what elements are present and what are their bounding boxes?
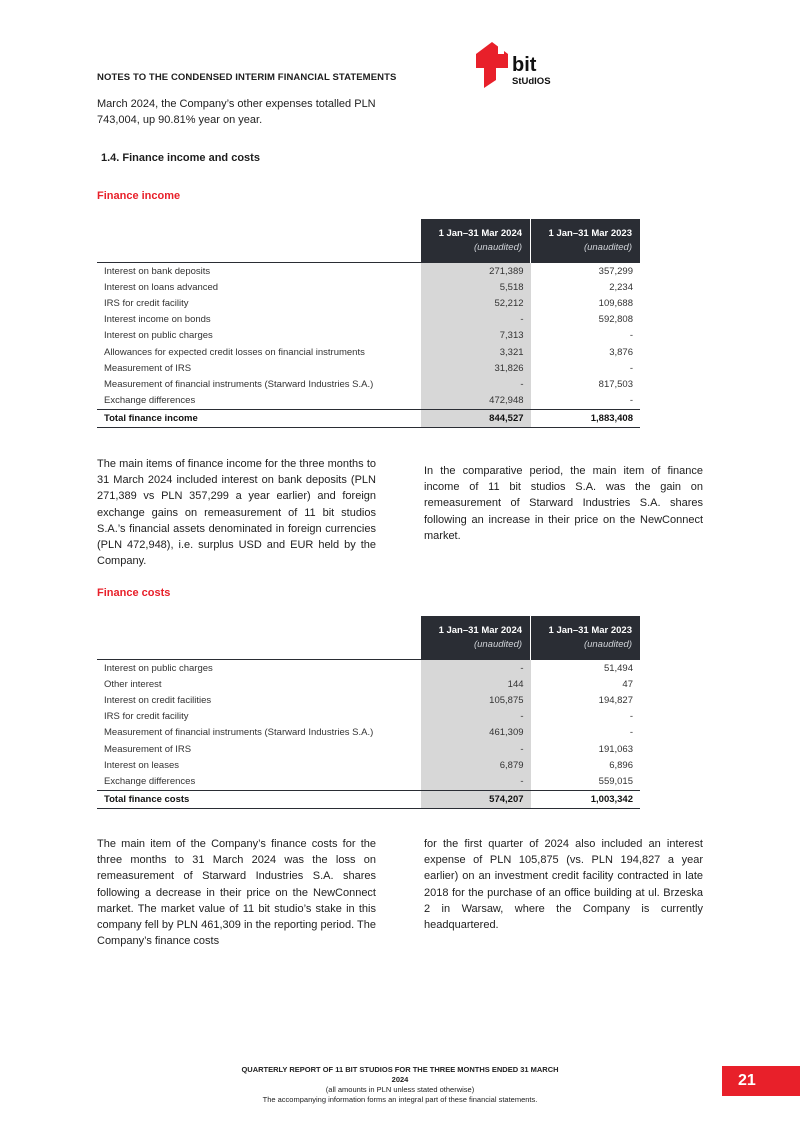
- footer-line-1: QUARTERLY REPORT OF 11 BIT STUDIOS FOR THE THREE MONTHS ENDED 31 MARCH: [241, 1065, 559, 1074]
- value-2023: 194,827: [598, 694, 633, 706]
- value-2023: -: [629, 727, 633, 739]
- table-header-blank: [97, 616, 421, 660]
- column-header-2024: 1 Jan–31 Mar 2024 (unaudited): [421, 616, 530, 660]
- row-label: Interest on public charges: [104, 330, 213, 342]
- table-row: [97, 660, 640, 677]
- row-label: Interest income on bonds: [104, 314, 211, 326]
- finance-costs-heading: Finance costs: [97, 587, 171, 599]
- value-2024: -: [421, 709, 530, 725]
- value-2024: -: [421, 660, 530, 677]
- row-label: Exchange differences: [104, 775, 196, 787]
- table-row: [97, 344, 640, 360]
- finance-income-table: [97, 219, 640, 428]
- value-2024: 31,826: [421, 360, 530, 376]
- finance-income-paragraph-left: The main items of finance income for the three months to 31 March 2024 included interest on bank deposits (PLN 271,389 vs PLN 357,299 a year earlier) and foreign exchange gains on remeasurement of 11 bit studios S.A.’s financial assets denominated in foreign currencies (PLN 472,948), i.e. surplus USD and EUR held by the Company.: [97, 458, 376, 568]
- total-row: [97, 409, 640, 427]
- table-row: [97, 263, 640, 280]
- row-label: Measurement of financial instruments (Starward Industries S.A.): [104, 727, 374, 739]
- value-2023: 47: [622, 678, 633, 690]
- value-2023: -: [629, 330, 633, 342]
- value-2024: -: [421, 741, 530, 757]
- value-2024: -: [421, 312, 530, 328]
- page-header-title: NOTES TO THE CONDENSED INTERIM FINANCIAL STATEMENTS: [97, 72, 397, 83]
- value-2024: 5,518: [421, 279, 530, 295]
- value-2024: 52,212: [421, 295, 530, 311]
- row-label: Measurement of IRS: [104, 743, 192, 755]
- finance-costs-paragraph-left: The main item of the Company’s finance costs for the three months to 31 March 2024 was the loss on remeasurement of Starward Industries S.A. shares following a decrease in their price on the NewConnect market. The market value of 11 bit studio’s stake in this company fell by PLN 461,309 in the reporting period. The Company’s finance costs: [97, 838, 376, 948]
- section-title: 1.4. Finance income and costs: [101, 152, 260, 164]
- value-2024: -: [421, 376, 530, 392]
- finance-costs-rows: [97, 660, 640, 809]
- table-row: [97, 773, 640, 790]
- finance-costs-paragraph-right: for the first quarter of 2024 also included an interest expense of PLN 105,875 (vs. PLN 194,827 a year earlier) on an investment credit facility contracted in late 2018 for the purchase of an office building at ul. Brzeska 2 in Warsaw, where the Company is currently headquartered.: [424, 838, 703, 932]
- total-value-2023: 1,003,342: [531, 790, 640, 808]
- row-label: IRS for credit facility: [104, 711, 189, 723]
- value-2023: 191,063: [598, 743, 633, 755]
- total-value-2024: 844,527: [421, 409, 530, 427]
- value-2024: 271,389: [421, 263, 530, 280]
- row-label: Measurement of financial instruments (Starward Industries S.A.): [104, 378, 374, 390]
- table-row: [97, 757, 640, 773]
- finance-costs-table: [97, 616, 640, 809]
- value-2023: -: [629, 362, 633, 374]
- value-2024: 105,875: [421, 692, 530, 708]
- logo-text-bottom: StUdIOS: [512, 76, 551, 87]
- column-header-2023: 1 Jan–31 Mar 2023 (unaudited): [531, 219, 640, 263]
- table-row: [97, 393, 640, 410]
- total-label: Total finance costs: [97, 790, 421, 808]
- value-2024: 6,879: [421, 757, 530, 773]
- table-row: [97, 279, 640, 295]
- company-logo: [476, 42, 556, 88]
- table-header-blank: [97, 219, 421, 263]
- page-number: 21: [722, 1066, 800, 1096]
- value-2024: 461,309: [421, 725, 530, 741]
- row-label: Interest on loans advanced: [104, 281, 219, 293]
- table-row: [97, 376, 640, 392]
- footer-line-4: The accompanying information forms an integral part of these financial statements.: [262, 1095, 538, 1104]
- value-2023: 51,494: [531, 660, 640, 677]
- finance-income-heading: Finance income: [97, 190, 181, 202]
- value-2023: 357,299: [531, 263, 640, 280]
- value-2023: 559,015: [598, 775, 633, 787]
- row-label: Interest on leases: [104, 759, 179, 771]
- row-label: Interest on public charges: [97, 660, 421, 677]
- table-row: [97, 709, 640, 725]
- column-header-2024: 1 Jan–31 Mar 2024 (unaudited): [421, 219, 530, 263]
- intro-paragraph: March 2024, the Company’s other expenses totalled PLN 743,004, up 90.81% year on year.: [97, 98, 376, 126]
- value-2023: 109,688: [598, 297, 633, 309]
- table-row: [97, 692, 640, 708]
- table-row: [97, 360, 640, 376]
- row-label: Other interest: [104, 678, 162, 690]
- footer-line-2: 2024: [391, 1075, 409, 1084]
- table-row: [97, 312, 640, 328]
- row-label: Interest on bank deposits: [97, 263, 421, 280]
- table-row: [97, 725, 640, 741]
- row-label: Exchange differences: [104, 395, 196, 407]
- total-label: Total finance income: [97, 409, 421, 427]
- total-row: [97, 790, 640, 808]
- value-2024: 472,948: [421, 393, 530, 410]
- value-2023: 817,503: [598, 378, 633, 390]
- column-header-2023: 1 Jan–31 Mar 2023 (unaudited): [531, 616, 640, 660]
- table-row: [97, 741, 640, 757]
- row-label: Interest on credit facilities: [104, 694, 212, 706]
- value-2023: -: [629, 711, 633, 723]
- page-footer: [200, 1065, 600, 1105]
- value-2024: 3,321: [421, 344, 530, 360]
- logo-text-top: bit: [512, 54, 537, 76]
- value-2023: 2,234: [609, 281, 633, 293]
- row-label: IRS for credit facility: [104, 297, 189, 309]
- value-2024: -: [421, 773, 530, 790]
- value-2023: 592,808: [598, 314, 633, 326]
- total-value-2023: 1,883,408: [531, 409, 640, 427]
- value-2024: 144: [421, 676, 530, 692]
- row-label: Allowances for expected credit losses on financial instruments: [104, 346, 365, 358]
- value-2023: 3,876: [609, 346, 633, 358]
- row-label: Measurement of IRS: [104, 362, 192, 374]
- value-2024: 7,313: [421, 328, 530, 344]
- total-value-2024: 574,207: [421, 790, 530, 808]
- value-2023: 6,896: [609, 759, 633, 771]
- finance-income-paragraph-right: In the comparative period, the main item of finance income of 11 bit studios S.A. was the gain on remeasurement of Starward Industries S.A. shares following an increase in their price on the NewConnect market.: [424, 465, 703, 542]
- table-row: [97, 328, 640, 344]
- table-row: [97, 295, 640, 311]
- table-row: [97, 676, 640, 692]
- value-2023: -: [629, 395, 633, 407]
- footer-line-3: (all amounts in PLN unless stated otherwise): [325, 1085, 475, 1094]
- finance-income-rows: [97, 263, 640, 428]
